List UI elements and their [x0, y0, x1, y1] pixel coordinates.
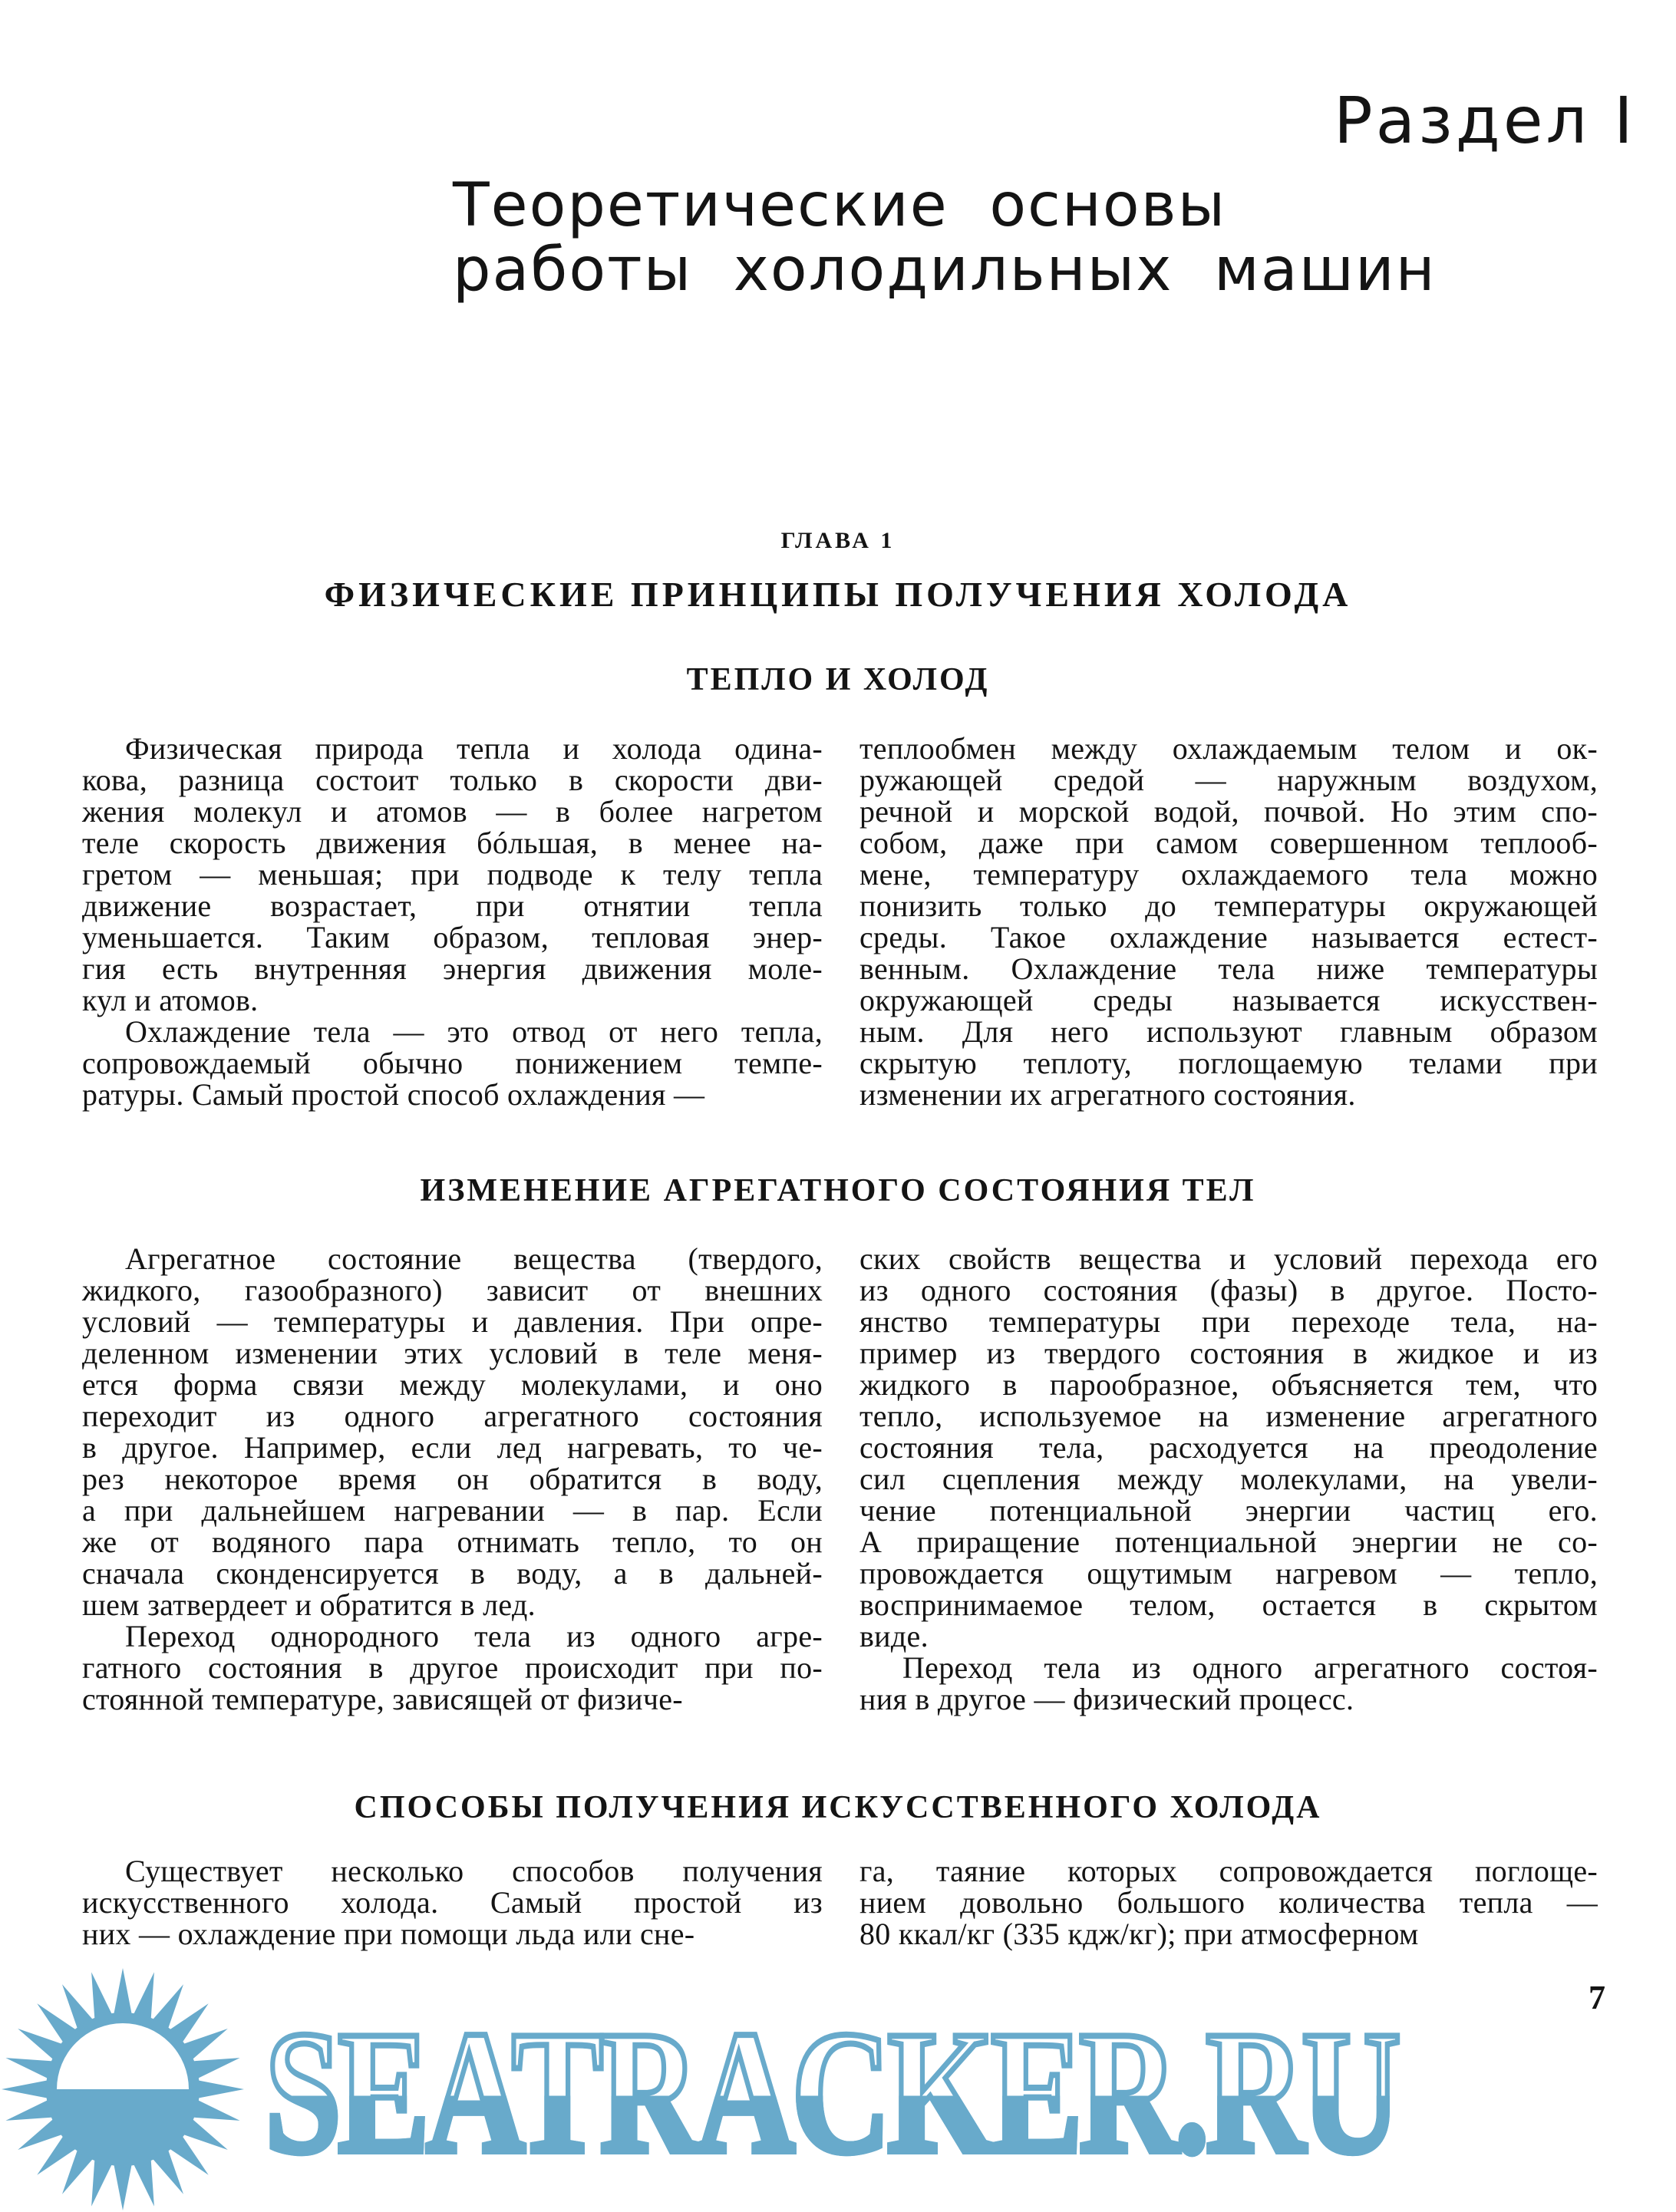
text-line: венным. Охлаждение тела ниже температуры — [859, 951, 1598, 986]
text-line: кул и атомов. — [82, 983, 259, 1017]
text-line: гретом — меньшая; при подводе к телу тепла — [82, 857, 823, 892]
text-line: А приращение потенциальной энергии не со- — [859, 1525, 1598, 1559]
section-3-right-column — [859, 1855, 1598, 1950]
section-label: Раздел I — [1334, 83, 1636, 158]
watermark-text: SEATRACKER.RU — [265, 1994, 1397, 2190]
text-line: жидкого в парообразное, объясняется тем, что — [859, 1367, 1598, 1402]
section-2-right-column — [859, 1243, 1598, 1715]
text-line: гатного состояния в другое происходит при по- — [82, 1650, 823, 1685]
text-line: нием довольно большого количества тепла — — [859, 1885, 1598, 1920]
text-line: речной и морской водой, почвой. Но этим спо- — [859, 794, 1598, 829]
chapter-label: ГЛАВА 1 — [780, 528, 896, 553]
text-line: сил сцепления между молекулами, на увели- — [859, 1462, 1598, 1496]
section-2-left-column — [82, 1243, 823, 1715]
section-heading-heat-and-cold: ТЕПЛО И ХОЛОД — [686, 662, 990, 697]
text-line: стоянной температуре, зависящей от физиче- — [82, 1682, 683, 1716]
text-line: же от водяного пара отнимать тепло, то он — [82, 1525, 823, 1559]
section-heading-state-change: ИЗМЕНЕНИЕ АГРЕГАТНОГО СОСТОЯНИЯ ТЕЛ — [420, 1173, 1256, 1208]
text-line: га, таяние которых сопровождается поглоще- — [859, 1854, 1598, 1888]
text-line: скрытую теплоту, поглощаемую телами при — [859, 1046, 1598, 1080]
text-line: ется форма связи между молекулами, и оно — [82, 1367, 823, 1402]
text-line: переходит из одного агрегатного состояния — [82, 1399, 823, 1433]
text-line: а при дальнейшем нагревании — в пар. Если — [82, 1493, 823, 1528]
text-line: понизить только до температуры окружающей — [859, 888, 1598, 923]
text-line: жидкого, газообразного) зависит от внешних — [82, 1273, 823, 1307]
text-line: рез некоторое время он обратится в воду, — [82, 1462, 823, 1496]
text-line: Физическая природа тепла и холода одина- — [125, 731, 823, 766]
text-line: искусственного холода. Самый простой из — [82, 1885, 823, 1920]
text-line: сопровождаемый обычно понижением темпе- — [82, 1046, 823, 1080]
text-line: теплообмен между охлаждаемым телом и ок- — [859, 731, 1598, 766]
text-line: кова, разница состоит только в скорости дви- — [82, 763, 823, 797]
part-title — [453, 171, 1437, 305]
section-1-left-column — [82, 733, 823, 1110]
text-line: уменьшается. Таким образом, тепловая энер- — [82, 920, 823, 954]
text-line: воспринимаемое телом, остается в скрытом — [859, 1587, 1598, 1622]
text-line: в другое. Например, если лед нагревать, то че- — [82, 1430, 823, 1465]
text-line: ния в другое — физический процесс. — [859, 1682, 1354, 1716]
text-line: них — охлаждение при помощи льда или сне- — [82, 1917, 695, 1951]
text-line: движение возрастает, при отнятии тепла — [82, 888, 823, 923]
text-line: янство температуры при переходе тела, на- — [859, 1304, 1598, 1339]
text-line: Существует несколько способов получения — [125, 1854, 823, 1888]
section-1-right-column — [859, 733, 1598, 1110]
text-line: сначала сконденсируется в воду, а в дальней- — [82, 1556, 823, 1591]
text-line: ружающей средой — наружным воздухом, — [859, 763, 1598, 797]
text-line: окружающей среды называется искусствен- — [859, 983, 1598, 1017]
text-line: 80 ккал/кг (335 кдж/кг); при атмосферном — [859, 1917, 1419, 1951]
text-line: собом, даже при самом совершенном теплооб- — [859, 826, 1598, 860]
text-line: деленном изменении этих условий в теле меня- — [82, 1336, 823, 1370]
text-line: тепло, используемое на изменение агрегатного — [859, 1399, 1598, 1433]
page-number: 7 — [1589, 1979, 1605, 2016]
text-line: ным. Для него используют главным образом — [859, 1014, 1598, 1049]
chapter-title: ФИЗИЧЕСКИЕ ПРИНЦИПЫ ПОЛУЧЕНИЯ ХОЛОДА — [324, 575, 1352, 614]
text-line: среды. Такое охлаждение называется естест- — [859, 920, 1598, 954]
text-line: состояния тела, расходуется на преодоление — [859, 1430, 1598, 1465]
text-line: теле скорость движения бóльшая, в менее на- — [82, 826, 823, 860]
text-line: Агрегатное состояние вещества (твердого, — [125, 1241, 823, 1276]
text-line: провождается ощутимым нагревом — тепло, — [859, 1556, 1598, 1591]
text-line: Переход тела из одного агрегатного состоя- — [902, 1650, 1598, 1685]
part-title-line-1: Теоретические основы — [453, 171, 1227, 240]
text-line: ратуры. Самый простой способ охлаждения — — [82, 1077, 705, 1112]
text-line: мене, температуру охлаждаемого тела можно — [859, 857, 1598, 892]
text-line: из одного состояния (фазы) в другое. Посто- — [859, 1273, 1598, 1307]
text-line: условий — температуры и давления. При опре- — [82, 1304, 823, 1339]
text-line: изменении их агрегатного состояния. — [859, 1077, 1356, 1112]
text-line: пример из твердого состояния в жидкое и из — [859, 1336, 1598, 1370]
section-3-left-column — [82, 1855, 823, 1950]
sun-icon — [0, 1966, 246, 2212]
text-line: Переход однородного тела из одного агре- — [125, 1619, 823, 1653]
text-line: шем затвердеет и обратится в лед. — [82, 1587, 536, 1622]
text-line: гия есть внутренняя энергия движения моле- — [82, 951, 823, 986]
text-line: Охлаждение тела — это отвод от него тепла, — [125, 1014, 823, 1049]
text-line: ских свойств вещества и условий перехода его — [859, 1241, 1598, 1276]
text-line: чение потенциальной энергии частиц его. — [859, 1493, 1598, 1528]
text-line: жения молекул и атомов — в более нагретом — [82, 794, 823, 829]
section-heading-artificial-cold-methods: СПОСОБЫ ПОЛУЧЕНИЯ ИСКУССТВЕННОГО ХОЛОДА — [354, 1790, 1322, 1825]
text-line: виде. — [859, 1619, 929, 1653]
part-title-line-2: работы холодильных машин — [453, 236, 1437, 305]
